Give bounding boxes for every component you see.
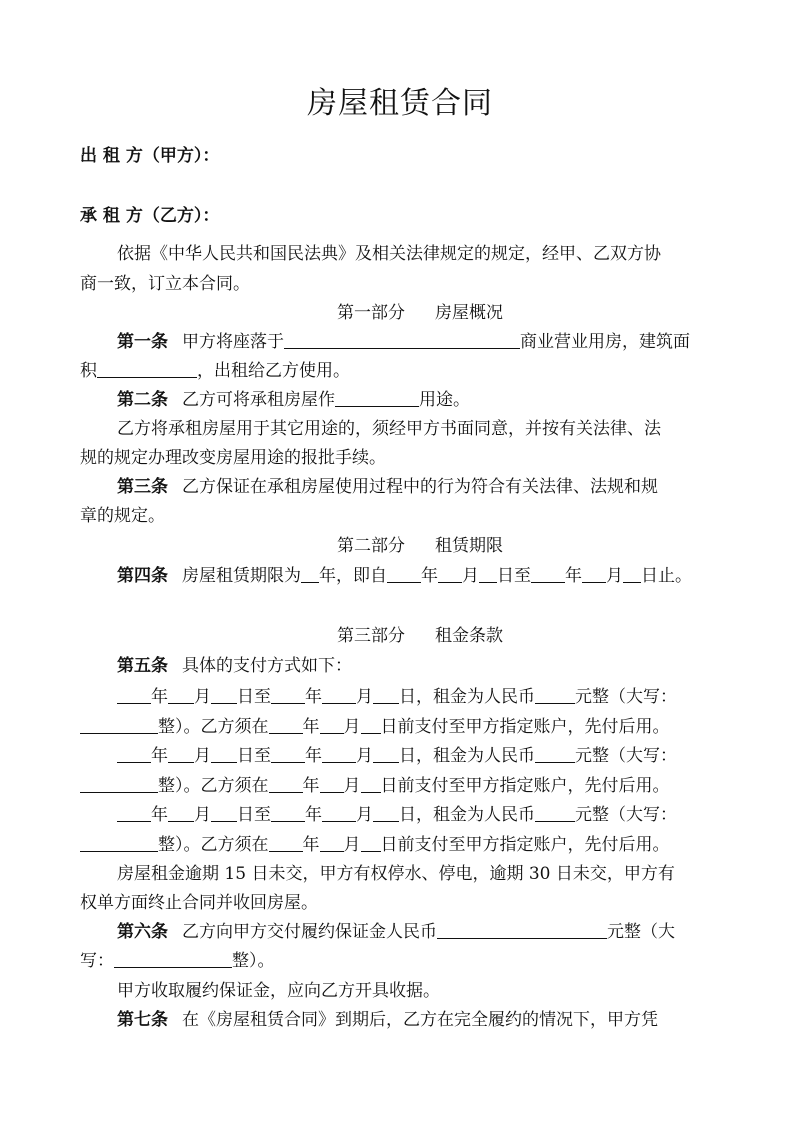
usage-change-line-1: 乙方将承租房屋用于其它用途的，须经甲方书面同意，并按有关法律、法 (117, 419, 661, 439)
article-7-label: 第七条 (117, 1010, 168, 1030)
article-4-line (80, 561, 767, 586)
article-6-text: 乙方向甲方交付履约保证金人民币 (182, 922, 437, 942)
article-6-label: 第六条 (117, 922, 168, 942)
p3-month2-blank (322, 805, 356, 822)
p2-day2-blank (373, 746, 399, 763)
end-year-blank (531, 566, 565, 583)
year-text: 年 (421, 566, 438, 586)
payment-row-3b (80, 830, 730, 855)
part2-number: 第二部分 (337, 536, 405, 556)
article-6-text-3: 写： (80, 951, 114, 971)
article-6-line-1 (80, 917, 767, 942)
p1-day-blank (211, 687, 237, 704)
end-day-blank (623, 566, 641, 583)
part3-name: 租金条款 (435, 626, 503, 646)
p1-pay-month-blank (320, 717, 344, 734)
late-payment-line-1: 房屋租金逾期 15 日未交，甲方有权停水、停电，逾期 30 日未交，甲方有 (117, 864, 675, 884)
deposit-words-blank (114, 951, 232, 968)
p1-pay-month-text: 月 (343, 717, 361, 737)
intro-line-2: 商一致，订立本合同。 (80, 274, 250, 294)
p3-year-text: 年 (151, 805, 168, 825)
p3-dayto-text: 日至 (237, 805, 271, 825)
p3-month-text: 月 (194, 805, 211, 825)
p1-pay-day-blank (361, 717, 381, 734)
payment-row-2 (80, 741, 767, 766)
p1-pay-text: 日前支付至甲方指定账户，先付后用。 (380, 717, 670, 737)
article-1-text-2: 商业营业用房，建筑面 (520, 332, 690, 352)
article-3-label: 第三条 (117, 477, 168, 497)
article-1-line-1 (80, 327, 767, 352)
location-blank (284, 332, 520, 349)
p3-pay-text: 日前支付至甲方指定账户，先付后用。 (380, 835, 670, 855)
article-1-text-3: 积 (80, 361, 97, 381)
p3-year2-blank (271, 805, 305, 822)
payment-row-1b (80, 712, 730, 737)
p1-month2-text: 月 (356, 687, 373, 707)
p3-zheng-text: 整）。乙方须在 (158, 835, 269, 855)
start-year-blank (387, 566, 421, 583)
p3-rent-text: 日，租金为人民币 (399, 805, 535, 825)
p1-year-blank (117, 687, 151, 704)
article-2-text: 乙方可将承租房屋作 (182, 390, 335, 410)
part2-name: 租赁期限 (435, 536, 503, 556)
p3-amount-blank (535, 805, 575, 822)
part3-number: 第三部分 (337, 626, 405, 646)
article-5-line (80, 651, 767, 676)
p2-yuan-text: 元整（大写： (575, 746, 677, 766)
p1-zheng-text: 整）。乙方须在 (158, 717, 269, 737)
payment-row-3 (80, 800, 767, 825)
p1-words-blank (80, 717, 158, 734)
start-month-blank (438, 566, 462, 583)
article-1-line-2 (80, 356, 730, 381)
p1-year2-text: 年 (305, 687, 322, 707)
article-4-label: 第四条 (117, 566, 168, 586)
p2-year-blank (117, 746, 151, 763)
deposit-receipt-line: 甲方收取履约保证金，应向乙方开具收据。 (117, 981, 440, 1001)
p2-month-text: 月 (194, 746, 211, 766)
document-title: 房屋租赁合同 (307, 86, 493, 121)
p3-pay-day-blank (361, 835, 381, 852)
intro-line-1: 依据《中华人民共和国民法典》及相关法律规定的规定，经甲、乙双方协 (117, 244, 661, 264)
article-5-label: 第五条 (117, 656, 168, 676)
article-5-text: 具体的支付方式如下： (182, 656, 352, 676)
p2-amount-blank (535, 746, 575, 763)
p1-pay-year-blank (269, 717, 303, 734)
p2-pay-year-text: 年 (302, 776, 320, 796)
month-text: 月 (462, 566, 479, 586)
part1-number: 第一部分 (337, 303, 405, 323)
day-to-text: 日至 (497, 566, 531, 586)
p1-year2-blank (271, 687, 305, 704)
usage-change-line-2: 规的规定办理改变房屋用途的报批手续。 (80, 448, 386, 468)
p2-dayto-text: 日至 (237, 746, 271, 766)
p1-month-text: 月 (194, 687, 211, 707)
term-text: 房屋租赁期限为 (182, 566, 301, 586)
end-text: 日止。 (641, 566, 692, 586)
article-1-text-4: ，出租给乙方使用。 (197, 361, 350, 381)
article-6-text-4: 整）。 (232, 951, 275, 971)
p2-month2-text: 月 (356, 746, 373, 766)
from-text: 年，即自 (319, 566, 387, 586)
article-3-text: 乙方保证在承租房屋使用过程中的行为符合有关法律、法规和规 (182, 477, 658, 497)
article-1-text: 甲方将座落于 (182, 332, 284, 352)
p1-rent-text: 日，租金为人民币 (399, 687, 535, 707)
p3-pay-month-text: 月 (343, 835, 361, 855)
article-2-line (80, 385, 767, 410)
lessee-line: 承 租 方（乙方）： (80, 206, 220, 226)
p3-pay-month-blank (320, 835, 344, 852)
end-month-blank (582, 566, 606, 583)
p2-pay-day-blank (361, 776, 381, 793)
p2-rent-text: 日，租金为人民币 (399, 746, 535, 766)
p2-pay-month-text: 月 (343, 776, 361, 796)
article-7-line (80, 1005, 767, 1030)
p3-yuan-text: 元整（大写： (575, 805, 677, 825)
p2-month2-blank (322, 746, 356, 763)
article-2-text-2: 用途。 (419, 390, 470, 410)
article-7-text: 在《房屋租赁合同》到期后，乙方在完全履约的情况下，甲方凭 (182, 1010, 658, 1030)
p3-day-blank (211, 805, 237, 822)
p3-year-blank (117, 805, 151, 822)
article-2-label: 第二条 (117, 390, 168, 410)
p1-yuan-text: 元整（大写： (575, 687, 677, 707)
p1-year-text: 年 (151, 687, 168, 707)
part3-heading (80, 621, 760, 646)
lessor-line: 出 租 方（甲方）： (80, 146, 220, 166)
p2-day-blank (211, 746, 237, 763)
article-3-line-1 (80, 472, 767, 497)
p2-pay-month-blank (320, 776, 344, 793)
p2-year2-text: 年 (305, 746, 322, 766)
payment-row-2b (80, 771, 730, 796)
p2-pay-year-blank (269, 776, 303, 793)
p2-pay-text: 日前支付至甲方指定账户，先付后用。 (380, 776, 670, 796)
p3-month2-text: 月 (356, 805, 373, 825)
start-day-blank (479, 566, 497, 583)
part2-heading (80, 531, 760, 556)
p3-month-blank (168, 805, 194, 822)
usage-blank (335, 390, 419, 407)
p2-year2-blank (271, 746, 305, 763)
p3-pay-year-blank (269, 835, 303, 852)
payment-row-1 (80, 682, 767, 707)
years-blank (301, 566, 319, 583)
month-text-2: 月 (606, 566, 623, 586)
p2-zheng-text: 整）。乙方须在 (158, 776, 269, 796)
p3-day2-blank (373, 805, 399, 822)
p1-amount-blank (535, 687, 575, 704)
deposit-amount-blank (437, 922, 607, 939)
p2-month-blank (168, 746, 194, 763)
article-3-line-2: 章的规定。 (80, 506, 165, 526)
p3-year2-text: 年 (305, 805, 322, 825)
p3-words-blank (80, 835, 158, 852)
year-text-2: 年 (565, 566, 582, 586)
p1-pay-year-text: 年 (302, 717, 320, 737)
article-6-text-2: 元整（大 (607, 922, 675, 942)
article-1-label: 第一条 (117, 332, 168, 352)
p1-day2-blank (373, 687, 399, 704)
p3-pay-year-text: 年 (302, 835, 320, 855)
article-6-line-2 (80, 946, 730, 971)
p1-month2-blank (322, 687, 356, 704)
p1-dayto-text: 日至 (237, 687, 271, 707)
part1-heading (80, 298, 760, 323)
p2-words-blank (80, 776, 158, 793)
area-blank (97, 361, 197, 378)
part1-name: 房屋概况 (435, 303, 503, 323)
p2-year-text: 年 (151, 746, 168, 766)
late-payment-line-2: 权单方面终止合同并收回房屋。 (80, 893, 318, 913)
p1-month-blank (168, 687, 194, 704)
